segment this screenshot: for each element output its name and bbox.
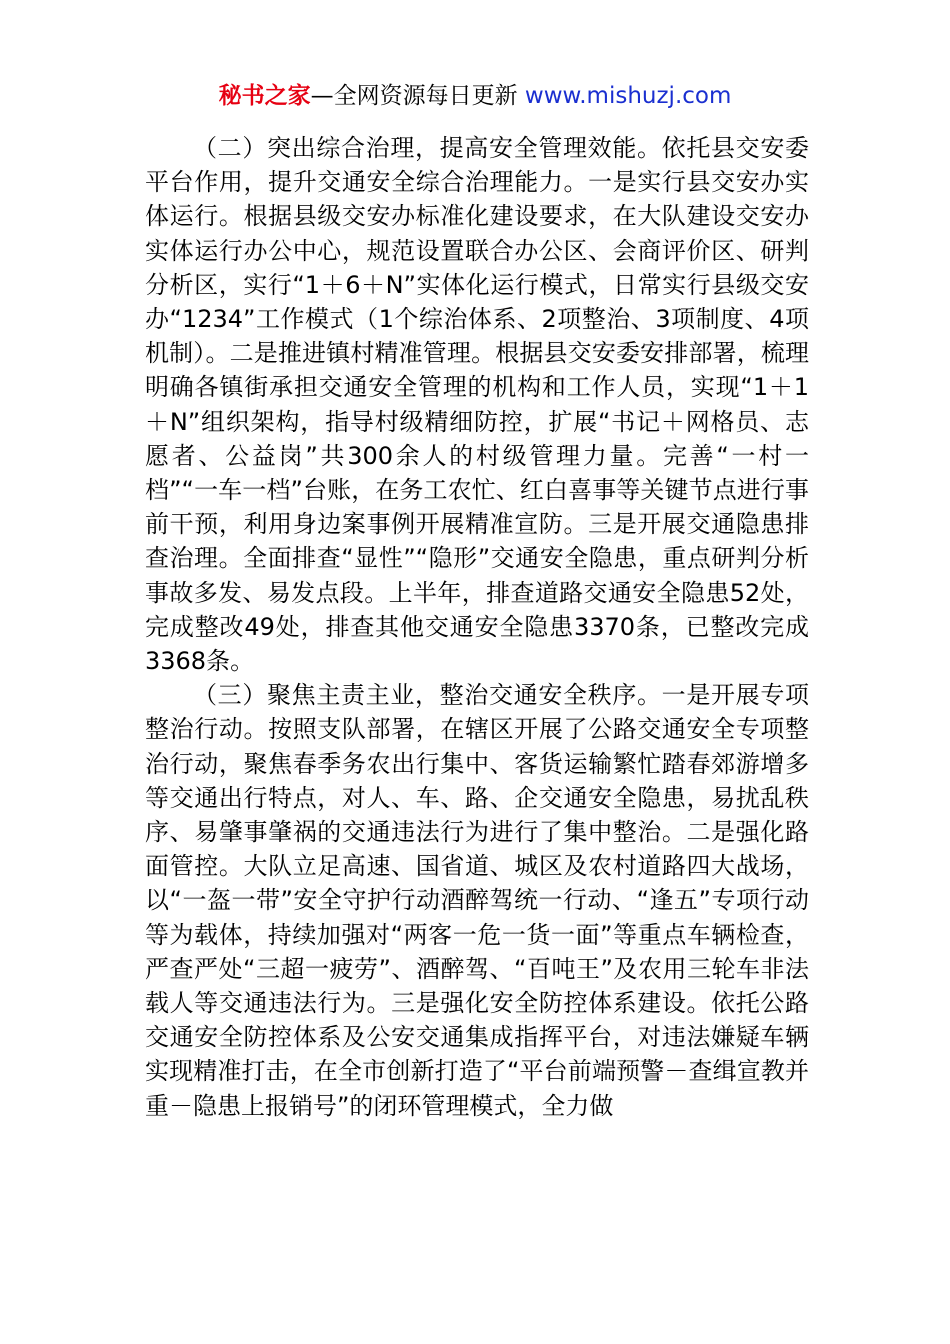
site-url-link[interactable]: www.mishuzj.com: [524, 83, 732, 109]
paragraph-traffic-order: （三）聚焦主责主业，整治交通安全秩序。一是开展专项整治行动。按照支队部署，在辖区开展了公路交通安全专项整治行动，聚焦春季务农出行集中、客货运输繁忙踏春郊游增多等交通出行特点，对人、车、路、企交通安全隐患，易扰乱秩序、易肇事肇祸的交通违法行为进行了集中整治。二是强化路面管控。大队立足高速、国省道、城区及农村道路四大战场，以“一盔一带”安全守护行动酒醉驾统一行动、“逢五”专项行动等为载体，持续加强对“两客一危一货一面”等重点车辆检查，严查严处“三超一疲劳”、酒醉驾、“百吨王”及农用三轮车非法载人等交通违法行为。三是强化安全防控体系建设。依托公路交通安全防控体系及公安交通集成指挥平台，对违法嫌疑车辆实现精准打击，在全市创新打造了“平台前端预警－查缉宣教并重－隐患上报销号”的闭环管理模式，全力做: [145, 681, 809, 1120]
site-tagline: —全网资源每日更新: [310, 83, 518, 109]
paragraph-comprehensive-governance: （二）突出综合治理，提高安全管理效能。依托县交安委平台作用，提升交通安全综合治理能力。一是实行县交安办实体运行。根据县级交安办标准化建设要求，在大队建设交安办实体运行办公中心，规范设置联合办公区、会商评价区、研判分析区，实行“1＋6＋N”实体化运行模式，日常实行县级交安办“1234”工作模式（1个综治体系、2项整治、3项制度、4项机制）。二是推进镇村精准管理。根据县交安委安排部署，梳理明确各镇街承担交通安全管理的机构和工作人员，实现“1＋1＋N”组织架构，指导村级精细防控，扩展“书记＋网格员、志愿者、公益岗”共300余人的村级管理力量。完善“一村一档”“一车一档”台账，在务工农忙、红白喜事等关键节点进行事前干预，利用身边案事例开展精准宣防。三是开展交通隐患排查治理。全面排查“显性”“隐形”交通安全隐患，重点研判分析事故多发、易发点段。上半年，排查道路交通安全隐患52处，完成整改49处，排查其他交通安全隐患3370条，已整改完成3368条。: [145, 134, 809, 676]
site-header: [0, 80, 950, 112]
site-brand: 秘书之家: [218, 83, 311, 109]
document-body: [145, 131, 809, 1123]
